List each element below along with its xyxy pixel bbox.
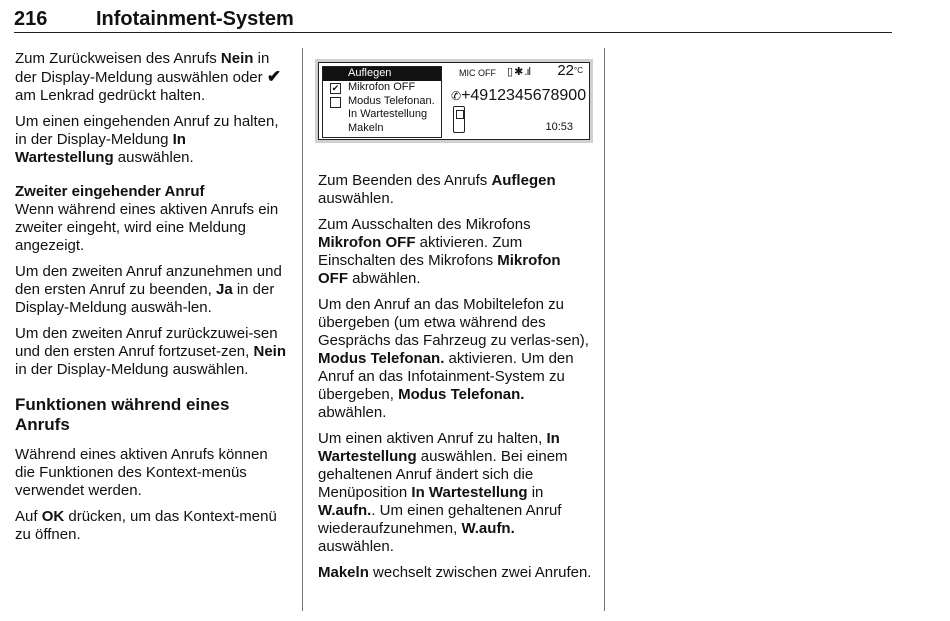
text: Um den Anruf an das Mobiltelefon zu übergeben (um etwa während des Gesprächs das Fahrzeug zu verlas-sen), bbox=[318, 296, 589, 349]
infotainment-display bbox=[318, 62, 590, 140]
checkbox-checked-icon: ✔ bbox=[331, 82, 340, 93]
text: drücken, um das Kontext-menü zu öffnen. bbox=[15, 508, 277, 543]
page-title: Infotainment-System bbox=[96, 8, 294, 30]
keyword: Modus Telefonan. bbox=[398, 386, 525, 403]
menu-item-makeln bbox=[323, 122, 441, 136]
keyword: Nein bbox=[253, 343, 286, 360]
checkbox-unchecked-icon bbox=[330, 97, 341, 108]
paragraph bbox=[318, 430, 594, 556]
paragraph bbox=[15, 50, 287, 105]
menu-item-label: In Wartestellung bbox=[348, 108, 428, 121]
text: Auf bbox=[15, 508, 42, 525]
keyword: Mikrofon OFF bbox=[318, 234, 416, 251]
checkmark-icon: ✔ bbox=[266, 67, 282, 86]
paragraph bbox=[318, 564, 594, 582]
text: in der Display-Meldung auswählen. bbox=[15, 361, 249, 378]
menu-item-label: Mikrofon OFF bbox=[348, 80, 416, 93]
phone-number-text: +4912345678900 bbox=[461, 87, 587, 104]
text: auswählen. bbox=[318, 538, 394, 555]
keyword: Modus Telefonan. bbox=[318, 350, 445, 367]
page-header bbox=[14, 6, 892, 33]
keyword: Nein bbox=[220, 50, 254, 67]
paragraph: Während eines aktiven Anrufs können die Funktionen des Kontext-menüs verwendet werden. bbox=[15, 446, 268, 499]
keyword: W.aufn. bbox=[318, 502, 372, 519]
text: in bbox=[527, 484, 544, 501]
paragraph bbox=[318, 216, 594, 288]
menu-item-modus-telefonan bbox=[323, 95, 441, 109]
text: Um einen aktiven Anruf zu halten, bbox=[318, 430, 547, 447]
keyword: W.aufn. bbox=[461, 520, 515, 537]
keyword: In Wartestellung bbox=[411, 484, 528, 501]
paragraph bbox=[318, 172, 594, 208]
keyword: Mikrofon OFF bbox=[318, 252, 561, 287]
text: Um den zweiten Anruf anzunehmen und den ersten Anruf zu beenden, bbox=[15, 263, 282, 298]
text: Um einen eingehenden Anruf zu halten, in der Display-Meldung bbox=[15, 113, 279, 148]
keyword: In Wartestellung bbox=[318, 430, 560, 465]
text: abwählen. bbox=[348, 270, 421, 287]
text: abwählen. bbox=[318, 404, 387, 421]
text: . Um einen gehaltenen Anruf wiederaufzunehmen, bbox=[318, 502, 562, 537]
column-left bbox=[15, 50, 287, 552]
paragraph: Wenn während eines aktiven Anrufs ein zweiter eingeht, wird eine Meldung angezeigt. bbox=[15, 201, 279, 254]
text: Zum Ausschalten des Mikrofons bbox=[318, 216, 531, 233]
text: Zum Zurückweisen des Anrufs bbox=[15, 50, 221, 67]
page-number: 216 bbox=[14, 8, 48, 30]
subheading: Zweiter eingehender Anruf bbox=[15, 183, 205, 200]
keyword: In Wartestellung bbox=[15, 131, 186, 166]
paragraph bbox=[15, 325, 287, 379]
menu-item-label: Modus Telefonan. bbox=[348, 94, 435, 107]
text: Um den zweiten Anruf zurückzuwei-sen und den ersten Anruf fortzuset-zen, bbox=[15, 325, 278, 360]
menu-item-mikrofon-off bbox=[323, 81, 441, 95]
column-divider bbox=[302, 48, 303, 611]
text: wechselt zwischen zwei Anrufen. bbox=[368, 564, 592, 581]
mic-status: MIC OFF bbox=[459, 68, 496, 78]
text: in der Display-Meldung auswählen oder bbox=[15, 50, 270, 86]
keyword: Ja bbox=[215, 281, 233, 298]
text: in der Display-Meldung auswäh-len. bbox=[15, 281, 275, 316]
keyword: Makeln bbox=[318, 564, 369, 581]
temperature-value: 22 bbox=[557, 62, 575, 79]
signal-icon: ▯ ✱ .ıl bbox=[507, 66, 530, 78]
context-menu bbox=[322, 66, 442, 138]
temperature-unit: °C bbox=[574, 66, 583, 75]
column-divider bbox=[604, 48, 605, 611]
keyword: Auflegen bbox=[491, 172, 556, 189]
paragraph bbox=[15, 113, 287, 167]
clock: 10:53 bbox=[545, 121, 573, 133]
text: am Lenkrad gedrückt halten. bbox=[15, 87, 206, 104]
menu-item-label: Auflegen bbox=[348, 67, 392, 79]
paragraph bbox=[15, 263, 287, 317]
phone-icon: ✆ bbox=[451, 89, 462, 103]
phone-number bbox=[451, 87, 586, 105]
text: aktivieren. Um den Anruf an das Infotainment-System zu übergeben, bbox=[318, 350, 574, 403]
text: Zum Beenden des Anrufs bbox=[318, 172, 492, 189]
section-heading: Funktionen während eines Anrufs bbox=[15, 395, 230, 434]
text: auswählen. Bei einem gehaltenen Anruf ändert sich die Menüposition bbox=[318, 448, 568, 501]
menu-item-label: Makeln bbox=[348, 122, 384, 135]
text: aktivieren. Zum Einschalten des Mikrofons bbox=[318, 234, 523, 269]
text: auswählen. bbox=[113, 149, 194, 166]
paragraph bbox=[318, 296, 594, 422]
menu-item-in-wartestellung bbox=[323, 108, 441, 122]
temperature bbox=[557, 64, 583, 77]
text: auswählen. bbox=[318, 190, 394, 207]
mobile-phone-icon bbox=[453, 106, 465, 133]
paragraph bbox=[15, 508, 287, 544]
keyword: OK bbox=[41, 508, 65, 525]
menu-item-auflegen bbox=[323, 67, 441, 81]
column-middle bbox=[318, 172, 594, 590]
